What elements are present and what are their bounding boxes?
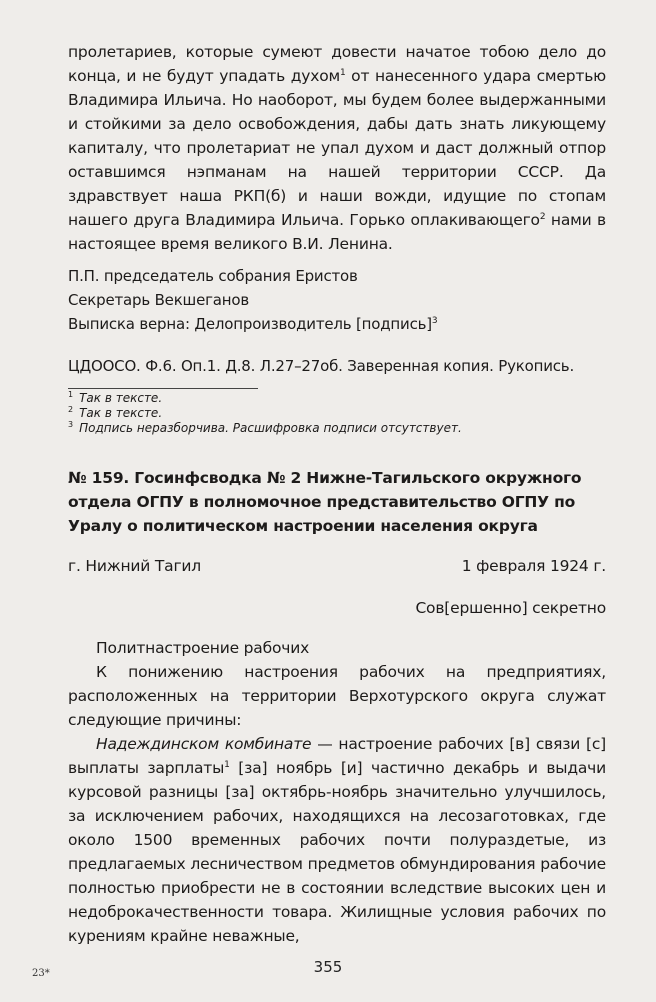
footnote-number: 3 (68, 420, 74, 429)
footnote-item (68, 421, 606, 436)
footnote-item (68, 406, 606, 421)
archive-source: ЦДООСО. Ф.6. Оп.1. Д.8. Л.27–27об. Заверенная копия. Рукопись. (68, 357, 575, 375)
footnote-number: 1 (68, 390, 74, 399)
footnote-text: Так в тексте. (79, 391, 163, 405)
folio-signature-mark: 23* (32, 968, 50, 979)
footnote-ref[interactable]: 3 (431, 316, 438, 326)
signature-block (68, 264, 606, 336)
document-title: № 159. Госинфсводка № 2 Нижне-Тагильского окружного отдела ОГПУ в полномочное представительство ОГПУ по Уралу о политическом настроении населения округа (68, 469, 582, 535)
chair-signature: П.П. председатель собрания Еристов (68, 267, 358, 285)
text-run: Выписка верна: Делопроизводитель [подпись] (68, 315, 432, 333)
footnote-ref[interactable]: 1 (224, 759, 230, 770)
text-run: нами в настоящее время великого В.И. Ленина. (68, 211, 606, 253)
footnote-divider (68, 388, 258, 389)
page-content (68, 40, 606, 948)
document-paragraph: К понижению настроения рабочих на предприятиях, расположенных на территории Верхотурского округа служат следующие причины: (68, 663, 606, 729)
classification-mark: Сов[ершенно] секретно (415, 599, 606, 617)
footnote-text: Так в тексте. (79, 406, 163, 420)
footnotes (68, 391, 606, 436)
text-run: [за] ноябрь [и] частично декабрь и выдачи курсовой разницы [за] октябрь-ноябрь значительно улучшилось, за исключением рабочих, находящихся на лесозаготовках, где около 1500 временных рабочих почти полураздетые, из предлагаемых лесничеством предметов обмундирования рабочие полностью приобрести не в состоянии вследствие высоких цен и недоброкачественности товара. Жилищные условия рабочих по курениям крайне неважные, (68, 759, 606, 945)
footnote-number: 2 (68, 405, 74, 414)
footnote-item (68, 391, 606, 406)
document-paragraph (68, 732, 606, 948)
secretary-signature: Секретарь Векшеганов (68, 291, 250, 309)
page-number: 355 (313, 958, 343, 976)
text-run: пролетариев, которые сумеют довести начатое тобою дело до конца, и не будут упадать духом (68, 43, 606, 85)
extract-certification (68, 312, 606, 336)
document-place: г. Нижний Тагил (68, 557, 201, 575)
footnote-ref[interactable]: 2 (539, 211, 546, 222)
text-run: — настроение рабочих [в] связи [с] выплаты зарплаты (68, 735, 606, 777)
intro-paragraph (68, 40, 606, 256)
footnote-text: Подпись неразборчива. Расшифровка подписи отсутствует. (79, 421, 462, 435)
place-date-line (68, 554, 606, 578)
document-date: 1 февраля 1924 г. (461, 557, 606, 575)
section-heading: Политнастроение рабочих (96, 639, 310, 657)
italic-lead: Надеждинском комбинате (96, 735, 312, 753)
footnote-ref[interactable]: 1 (339, 67, 346, 78)
text-run: от нанесенного удара смертью Владимира Ильича. Но наоборот, мы будем более выдержанными и стойкими за дело освобождения, дабы дать знать ликующему капиталу, что пролетариат не упал духом и даст должный отпор оставшимся нэпманам на нашей территории СССР. Да здравствует наша РКП(б) и наши вожди, идущие по стопам нашего друга Владимира Ильича. Горько оплакивающего (68, 67, 606, 229)
